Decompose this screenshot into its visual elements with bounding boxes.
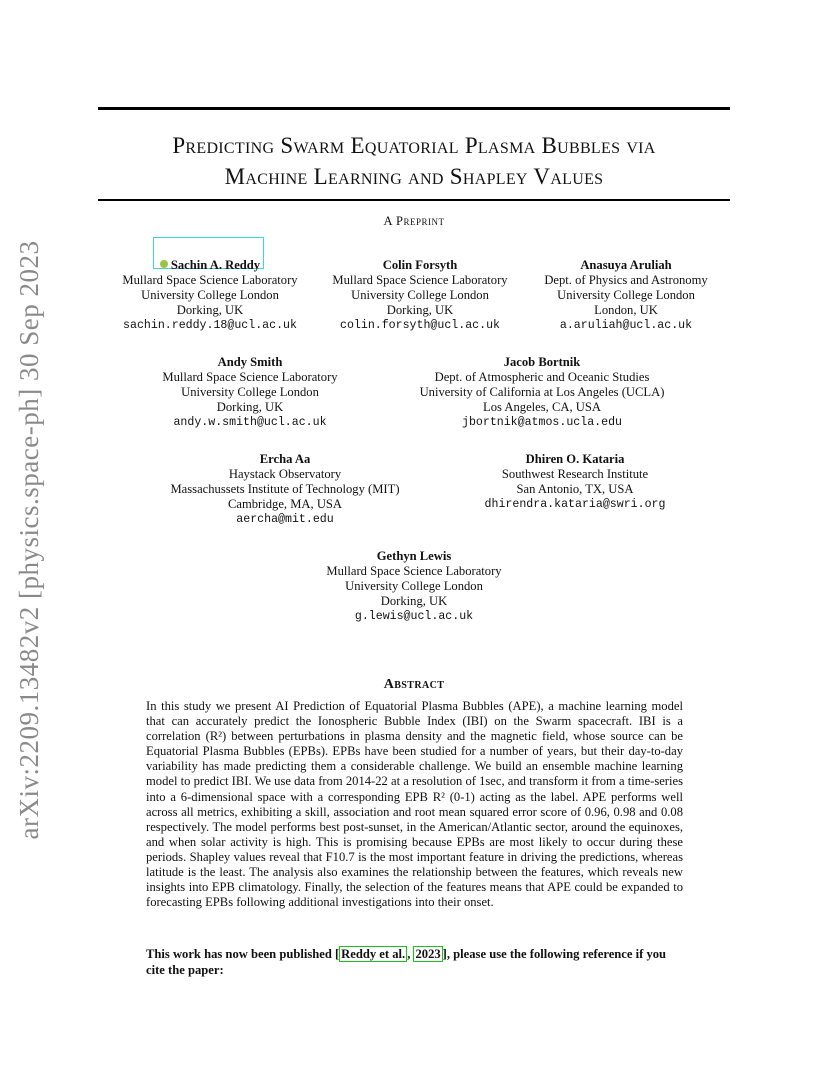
- author-block: [110, 258, 310, 333]
- author-affiliation: Mullard Space Science Laboratory: [122, 273, 298, 287]
- author-affiliation: Haystack Observatory: [228, 467, 342, 481]
- title-top-rule: [98, 107, 730, 110]
- author-email[interactable]: sachin.reddy.18@ucl.ac.uk: [123, 319, 297, 332]
- notice-text-before: This work has now been published [: [146, 947, 340, 961]
- notice-text-after: ], please use the following reference if you cite the paper:: [146, 947, 667, 977]
- author-block: [526, 258, 726, 333]
- notice-separator: ,: [407, 947, 414, 961]
- author-block: [320, 258, 520, 333]
- preprint-label: A Preprint: [383, 214, 445, 228]
- author-location: Dorking, UK: [176, 303, 244, 317]
- author-name: Anasuya Aruliah: [580, 258, 672, 272]
- author-location: Dorking, UK: [386, 303, 454, 317]
- publication-notice: [146, 947, 683, 978]
- title-bottom-rule: [98, 199, 730, 201]
- author-institution: San Antonio, TX, USA: [516, 482, 634, 496]
- arxiv-identifier: arXiv:2209.13482v2 [physics.space-ph] 30 Sep 2023: [14, 240, 44, 840]
- citation-link-year[interactable]: 2023: [415, 947, 441, 961]
- orcid-icon[interactable]: [160, 260, 168, 268]
- author-institution: University College London: [181, 385, 319, 399]
- author-affiliation: Dept. of Physics and Astronomy: [544, 273, 708, 287]
- author-block: [314, 549, 514, 624]
- author-name[interactable]: Sachin A. Reddy: [170, 258, 261, 272]
- author-name: Andy Smith: [217, 355, 283, 369]
- author-affiliation: Dept. of Atmospheric and Oceanic Studies: [434, 370, 650, 384]
- author-email[interactable]: aercha@mit.edu: [236, 513, 334, 526]
- author-affiliation: Mullard Space Science Laboratory: [326, 564, 502, 578]
- author-block: [155, 452, 415, 527]
- author-location: London, UK: [594, 303, 658, 317]
- author-email[interactable]: g.lewis@ucl.ac.uk: [354, 610, 474, 623]
- author-name: Dhiren O. Kataria: [525, 452, 625, 466]
- author-affiliation: Southwest Research Institute: [501, 467, 649, 481]
- paper-title: [98, 130, 730, 192]
- author-block: [392, 355, 692, 430]
- author-name: Colin Forsyth: [382, 258, 458, 272]
- author-name: Gethyn Lewis: [376, 549, 452, 563]
- author-location: Dorking, UK: [216, 400, 284, 414]
- citation-link-authors[interactable]: Reddy et al.: [341, 947, 406, 961]
- author-institution: Massachussets Institute of Technology (MIT): [170, 482, 400, 496]
- author-block: [460, 452, 690, 512]
- author-email[interactable]: colin.forsyth@ucl.ac.uk: [339, 319, 501, 332]
- abstract-text: In this study we present AI Prediction of Equatorial Plasma Bubbles (APE), a machine learning model that can accurately predict the Ionospheric Bubble Index (IBI) on the Swarm spacecraft. IBI is a correlation (R²) between perturbations in plasma density and the magnetic field, whose source can be Equatorial Plasma Bubbles (EPBs). EPBs have been studied for a number of years, but their day-to-day variability has made predicting them a considerable challenge. We build an ensemble machine learning model to predict IBI. We use data from 2014-22 at a resolution of 1sec, and transform it from a time-series into a 6-dimensional space with a corresponding EPB R² (0-1) acting as the label. APE performs well across all metrics, exhibiting a skill, association and root mean squared error score of 0.96, 0.98 and 0.08 respectively. The model performs best post-sunset, in the American/Atlantic sector, around the equinoxes, and when solar activity is high. This is promising because EPBs are most likely to occur during these periods. Shapley values reveal that F10.7 is the most important feature in driving the predictions, whereas latitude is the least. The analysis also examines the relationship between the features, which reveals new insights into EPB climatology. Finally, the selection of the features means that APE could be expanded to forecasting EPBs following additional investigations into their onset.: [146, 699, 683, 910]
- author-location: Dorking, UK: [380, 594, 448, 608]
- author-email[interactable]: a.aruliah@ucl.ac.uk: [559, 319, 693, 332]
- author-institution: University College London: [557, 288, 695, 302]
- author-email[interactable]: andy.w.smith@ucl.ac.uk: [173, 416, 327, 429]
- author-institution: University of California at Los Angeles (UCLA): [419, 385, 665, 399]
- author-email[interactable]: dhirendra.kataria@swri.org: [484, 498, 666, 511]
- author-location: Cambridge, MA, USA: [227, 497, 343, 511]
- author-location: Los Angeles, CA, USA: [483, 400, 601, 414]
- author-name: Ercha Aa: [259, 452, 311, 466]
- author-institution: University College London: [141, 288, 279, 302]
- author-name: Jacob Bortnik: [503, 355, 581, 369]
- abstract-heading: Abstract: [383, 677, 445, 692]
- author-institution: University College London: [345, 579, 483, 593]
- author-affiliation: Mullard Space Science Laboratory: [162, 370, 338, 384]
- paper-title-line-1: Predicting Swarm Equatorial Plasma Bubbles via: [172, 133, 656, 158]
- paper-title-line-2: Machine Learning and Shapley Values: [224, 164, 604, 189]
- author-block: [150, 355, 350, 430]
- author-affiliation: Mullard Space Science Laboratory: [332, 273, 508, 287]
- author-institution: University College London: [351, 288, 489, 302]
- author-email[interactable]: jbortnik@atmos.ucla.edu: [461, 416, 623, 429]
